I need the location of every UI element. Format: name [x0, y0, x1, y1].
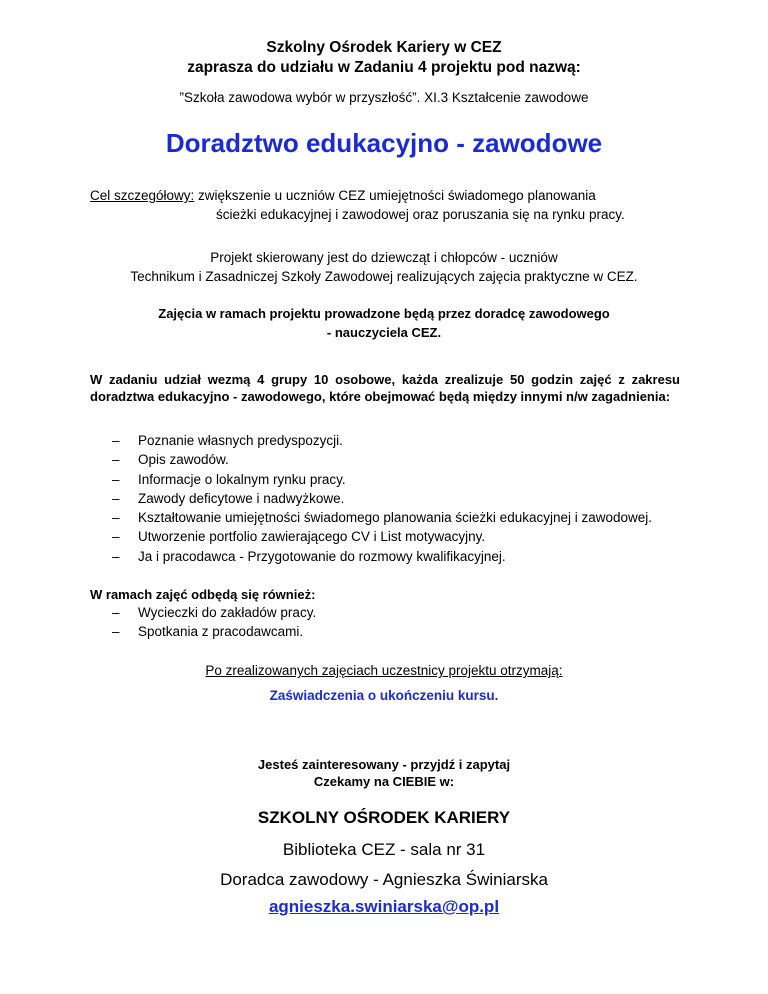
bullet-dash: – [112, 433, 120, 448]
list-item: – Wycieczki do zakładów pracy. [112, 605, 317, 620]
certificate-text: Zaświadczenia o ukończeniu kursu. [269, 688, 499, 703]
topics-list [112, 431, 752, 566]
header-line-2: zaprasza do udziału w Zadaniu 4 projektu pod nazwą: [187, 59, 581, 76]
list-item: – Zawody deficytowe i nadwyżkowe. [112, 489, 752, 508]
list-item: – Kształtowanie umiejętności świadomego planowania ścieżki edukacyjnej i zawodowej. [112, 508, 752, 527]
page-title: Doradztwo edukacyjno - zawodowe [165, 128, 603, 158]
list-item: – Poznanie własnych predyspozycji. [112, 431, 752, 450]
header [0, 38, 768, 78]
goal-text-1: zwiększenie u uczniów CEZ umiejętności świadomego planowania [194, 188, 596, 203]
advisor-name: Doradca zawodowy - Agnieszka Świniarska [220, 870, 548, 889]
email-link[interactable]: agnieszka.swiniarska@op.pl [268, 897, 500, 916]
goal-paragraph [90, 186, 710, 224]
bullet-dash: – [112, 548, 120, 564]
interested-line-1: Jesteś zainteresowany - przyjdź i zapytaj [257, 757, 511, 772]
interested-paragraph [0, 756, 768, 790]
project-name: ”Szkoła zawodowa wybór w przyszłość”. XI.3 Kształcenie zawodowe [179, 90, 589, 105]
goal-text-2: ścieżki edukacyjnej i zawodowej oraz poruszania się na rynku pracy. [216, 207, 625, 222]
target-paragraph [0, 248, 768, 286]
office-room: Biblioteka CEZ - sala nr 31 [282, 840, 486, 859]
bullet-dash: – [112, 471, 120, 487]
bullet-dash: – [112, 510, 120, 526]
target-line-1: Projekt skierowany jest do dziewcząt i chłopców - uczniów [210, 250, 558, 265]
conduct-line-2: - nauczyciela CEZ. [326, 325, 442, 340]
goal-label: Cel szczegółowy: [90, 188, 195, 203]
target-line-2: Technikum i Zasadniczej Szkoły Zawodowej realizujących zajęcia praktyczne w CEZ. [130, 269, 638, 284]
bullet-dash: – [112, 624, 120, 639]
also-heading: W ramach zajęć odbędą się również: [90, 587, 316, 602]
also-list [112, 603, 316, 641]
after-course-text: Po zrealizowanych zajęciach uczestnicy projektu otrzymają: [205, 663, 563, 678]
interested-line-2: Czekamy na CIEBIE w: [313, 774, 455, 789]
groups-paragraph: W zadaniu udział wezmą 4 grupy 10 osobowe, każda zrealizuje 50 godzin zajęć z zakresu doradztwa edukacyjno - zawodowego, które obejmować będą między innymi n/w zagadnienia: [90, 372, 680, 404]
email-container [0, 897, 768, 917]
list-item: – Spotkania z pracodawcami. [112, 624, 304, 639]
bullet-dash: – [112, 529, 120, 545]
list-item: – Informacje o lokalnym rynku pracy. [112, 470, 752, 489]
list-item: – Ja i pracodawca - Przygotowanie do rozmowy kwalifikacyjnej. [112, 547, 752, 566]
conduct-line-1: Zajęcia w ramach projektu prowadzone będą przez doradcę zawodowego [158, 306, 610, 321]
list-item: – Opis zawodów. [112, 450, 752, 469]
office-name: SZKOLNY OŚRODEK KARIERY [257, 808, 511, 827]
bullet-dash: – [112, 490, 120, 506]
list-item: – Utworzenie portfolio zawierającego CV i List motywacyjny. [112, 527, 752, 546]
bullet-dash: – [112, 605, 120, 620]
conduct-paragraph [0, 304, 768, 342]
header-line-1: Szkolny Ośrodek Kariery w CEZ [266, 39, 502, 56]
bullet-dash: – [112, 452, 120, 468]
